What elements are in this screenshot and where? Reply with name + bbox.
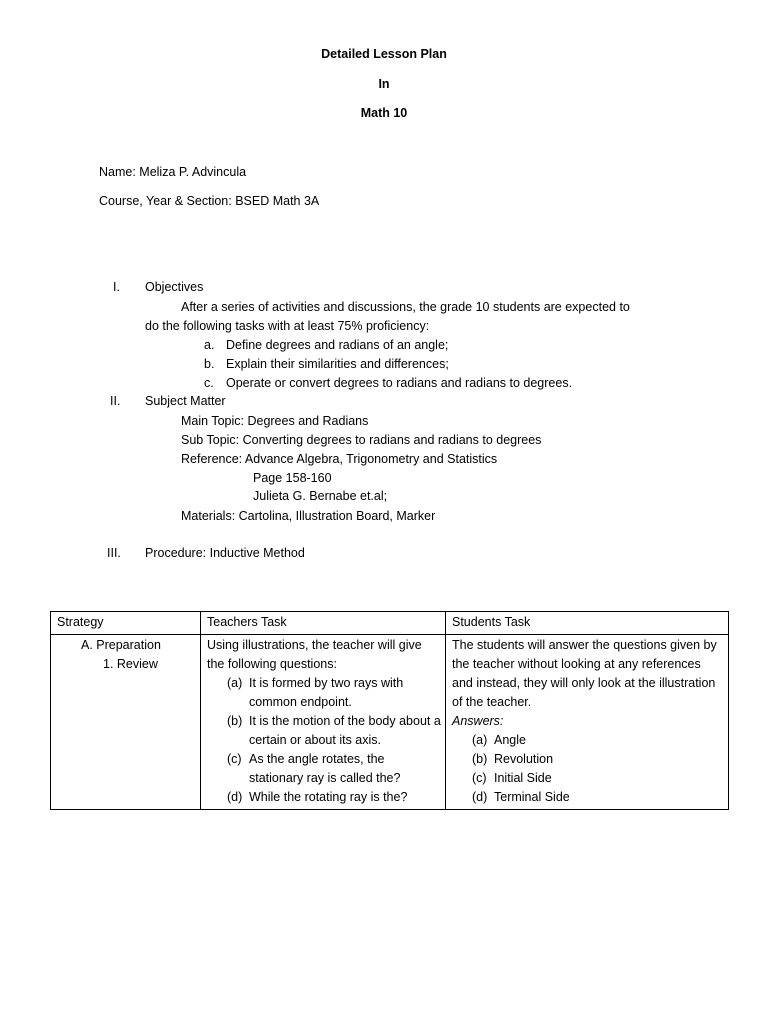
question-item	[207, 674, 441, 712]
document-subject: Math 10	[360, 106, 408, 120]
table-header-row	[51, 612, 729, 635]
course-line: Course, Year & Section: BSED Math 3A	[99, 194, 320, 208]
answer-item	[452, 788, 724, 807]
student-intro: The students will answer the questions given by the teacher without looking at any references and instead, they will only look at the illustration of the teacher.	[452, 638, 717, 709]
objectives-number: I.	[113, 280, 120, 294]
document-in: In	[378, 77, 390, 91]
reference: Reference: Advance Algebra, Trigonometry and Statistics	[181, 452, 498, 466]
answer-text: Angle	[494, 733, 526, 747]
answer-item	[452, 750, 724, 769]
main-topic: Main Topic: Degrees and Radians	[181, 414, 369, 428]
answer-label: (d)	[472, 790, 488, 804]
question-item	[207, 712, 441, 750]
subject-matter-number: II.	[110, 394, 121, 408]
header-strategy: Strategy	[51, 612, 201, 635]
question-label: (a)	[227, 676, 243, 690]
objective-text-a: Define degrees and radians of an angle;	[226, 338, 449, 352]
question-label: (c)	[227, 752, 242, 766]
question-text: While the rotating ray is the?	[249, 790, 408, 804]
procedure-heading: Procedure: Inductive Method	[145, 546, 305, 560]
document-title: Detailed Lesson Plan	[321, 47, 447, 61]
question-text: It is the motion of the body about a certain or about its axis.	[249, 714, 441, 747]
name-line: Name: Meliza P. Advincula	[99, 165, 247, 179]
objectives-intro-1: After a series of activities and discussions, the grade 10 students are expected to	[181, 300, 630, 314]
strategy-cell	[51, 635, 201, 810]
objectives-intro-2: do the following tasks with at least 75% proficiency:	[145, 319, 430, 333]
objective-text-c: Operate or convert degrees to radians and radians to degrees.	[226, 376, 573, 390]
materials: Materials: Cartolina, Illustration Board, Marker	[181, 509, 436, 523]
teachers-task-cell	[201, 635, 446, 810]
question-text: As the angle rotates, the stationary ray is called the?	[249, 752, 401, 785]
question-label: (d)	[227, 790, 243, 804]
reference-author: Julieta G. Bernabe et.al;	[253, 489, 388, 503]
answer-label: (c)	[472, 771, 487, 785]
objective-label-a: a.	[204, 338, 215, 352]
strategy-preparation: A. Preparation	[81, 638, 161, 652]
answer-label: (a)	[472, 733, 488, 747]
answer-text: Revolution	[494, 752, 554, 766]
objective-label-b: b.	[204, 357, 215, 371]
students-task-cell	[446, 635, 729, 810]
answer-label: (b)	[472, 752, 488, 766]
header-teachers-task: Teachers Task	[201, 612, 446, 635]
objectives-heading: Objectives	[145, 280, 204, 294]
answers-label: Answers:	[452, 714, 504, 728]
answer-text: Terminal Side	[494, 790, 570, 804]
table-row	[51, 635, 729, 810]
header-students-task: Students Task	[446, 612, 729, 635]
procedure-table	[50, 611, 729, 810]
subject-matter-heading: Subject Matter	[145, 394, 226, 408]
question-label: (b)	[227, 714, 243, 728]
objective-text-b: Explain their similarities and differences;	[226, 357, 449, 371]
reference-pages: Page 158-160	[253, 471, 332, 485]
question-item	[207, 750, 441, 788]
sub-topic: Sub Topic: Converting degrees to radians and radians to degrees	[181, 433, 542, 447]
teacher-intro: Using illustrations, the teacher will give the following questions:	[207, 638, 422, 671]
strategy-review: 1. Review	[103, 657, 158, 671]
objective-label-c: c.	[204, 376, 214, 390]
question-item	[207, 788, 441, 807]
answer-text: Initial Side	[494, 771, 552, 785]
answer-item	[452, 731, 724, 750]
procedure-number: III.	[107, 546, 121, 560]
question-text: It is formed by two rays with common endpoint.	[249, 676, 404, 709]
answer-item	[452, 769, 724, 788]
